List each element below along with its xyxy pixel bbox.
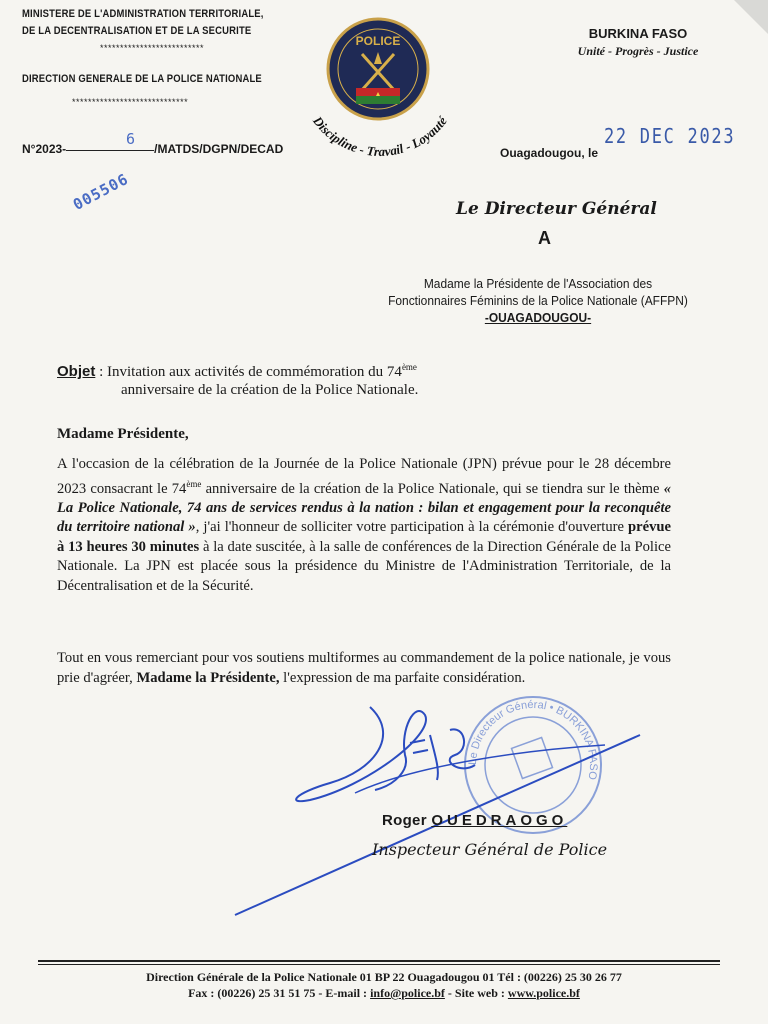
reference-suffix: /MATDS/DGPN/DECAD (154, 142, 284, 156)
serial-number-stamp: 005506 (70, 169, 132, 214)
paragraph-1-part-b: anniversaire de la création de la Police Nationale, qui se tiendra sur le thème (201, 480, 664, 497)
footer-email-link[interactable]: info@police.bf (370, 986, 445, 1000)
paragraph-2-addressee: Madame la Présidente, (136, 669, 280, 686)
ceremony-time: prévue à 13 heures 30 minutes (57, 519, 672, 555)
ministry-line-1: MINISTERE DE L'ADMINISTRATION TERRITORIALE, (22, 8, 264, 20)
footer-website-link[interactable]: www.police.bf (507, 986, 580, 1000)
date-stamp: 22 DEC 2023 (604, 124, 736, 148)
paragraph-1-part-c: , j'ai l'honneur de solliciter votre participation à la cérémonie d'ouverture (195, 519, 629, 536)
paragraph-1-part-a: A l'occasion de la célébration de la Journée de la Police Nationale (JPN) prévue pour le 28 décembre 2023 consacrant le 74 (57, 456, 671, 497)
direction-title: DIRECTION GENERALE DE LA POLICE NATIONALE (22, 73, 262, 85)
footer-rule-thick (38, 960, 720, 962)
recipient-city: -OUAGADOUGOU- (484, 310, 592, 325)
place-label: Ouagadougou, le (500, 146, 598, 160)
reference-blank (66, 150, 154, 151)
recipient-block (372, 275, 703, 326)
police-badge-icon (290, 14, 470, 164)
subject-superscript: ème (401, 362, 417, 372)
paragraph-2-part-a: Tout en vous remerciant pour vos soutiens multiformes au commandement de la police nationale, je vous prie d'agréer, (57, 650, 671, 686)
paragraph-2 (57, 649, 671, 688)
signatory-name (382, 812, 567, 829)
addressed-to: A (538, 228, 551, 248)
paragraph-1-superscript: ème (186, 478, 202, 489)
subject-label: Objet (57, 363, 96, 380)
footer-address: Direction Générale de la Police Nationale 01 BP 22 Ouagadougou 01 Tél : (00226) 25 30 26 77 (146, 970, 622, 984)
subject-line-1: : Invitation aux activités de commémoration du 74 (99, 364, 402, 380)
handwritten-digit: 6 (126, 130, 136, 148)
paragraph-1-part-d: à la date suscitée, à la salle de conférences de la Direction Générale de la Police Nationale. La JPN est placée sous la présidence du Ministre de l'Administration Territoriale, de la Décentralisation et de la Sécurité. (57, 538, 672, 594)
recipient-line-1: Madame la Présidente de l'Association des (423, 276, 653, 291)
handwritten-signature (225, 695, 645, 925)
police-emblem (290, 14, 470, 164)
country-header (538, 26, 738, 59)
footer-fax: Fax : (00226) 25 31 51 75 - E-mail : (188, 986, 371, 1000)
svg-text:Discipline - Travail - Loyauté: Discipline - Travail - Loyauté (310, 113, 450, 160)
salutation: Madame Présidente, (57, 426, 189, 442)
paragraph-2-part-c: l'expression de ma parfaite considération. (279, 669, 526, 686)
signatory-first-name: Roger (382, 812, 427, 829)
footer-rule-thin (38, 964, 720, 965)
subject-line-2: anniversaire de la création de la Police Nationale. (121, 382, 419, 398)
svg-text:POLICE: POLICE (355, 34, 401, 48)
reference-number (22, 142, 283, 156)
signatory-title: Inspecteur Général de Police (372, 840, 608, 859)
national-motto: Unité - Progrès - Justice (577, 44, 699, 58)
subject-block (57, 357, 417, 383)
theme-quote: « La Police Nationale, 74 ans de services rendus à la nation : bilan et engagement pour la reconquête du territoire national » (57, 480, 671, 536)
svg-text:Le Directeur Général • BURKINA: Le Directeur Général • BURKINA FASO (466, 698, 600, 781)
reference-prefix: N°2023- (22, 142, 67, 156)
footer-site-label: - Site web : (444, 986, 508, 1000)
separator-stars-2: ***************************** (72, 97, 189, 107)
footer-contacts (0, 985, 768, 1001)
paragraph-1 (57, 443, 671, 596)
sender-title: Le Directeur Général (456, 199, 657, 219)
folded-corner (734, 0, 768, 34)
separator-stars-1: ************************** (100, 43, 205, 53)
recipient-line-2: Fonctionnaires Féminins de la Police Nationale (AFFPN) (388, 293, 688, 308)
country-name: BURKINA FASO (588, 26, 688, 41)
ministry-line-2: DE LA DECENTRALISATION ET DE LA SECURITE (22, 25, 252, 37)
signatory-surname: OUEDRAOGO (431, 812, 568, 829)
